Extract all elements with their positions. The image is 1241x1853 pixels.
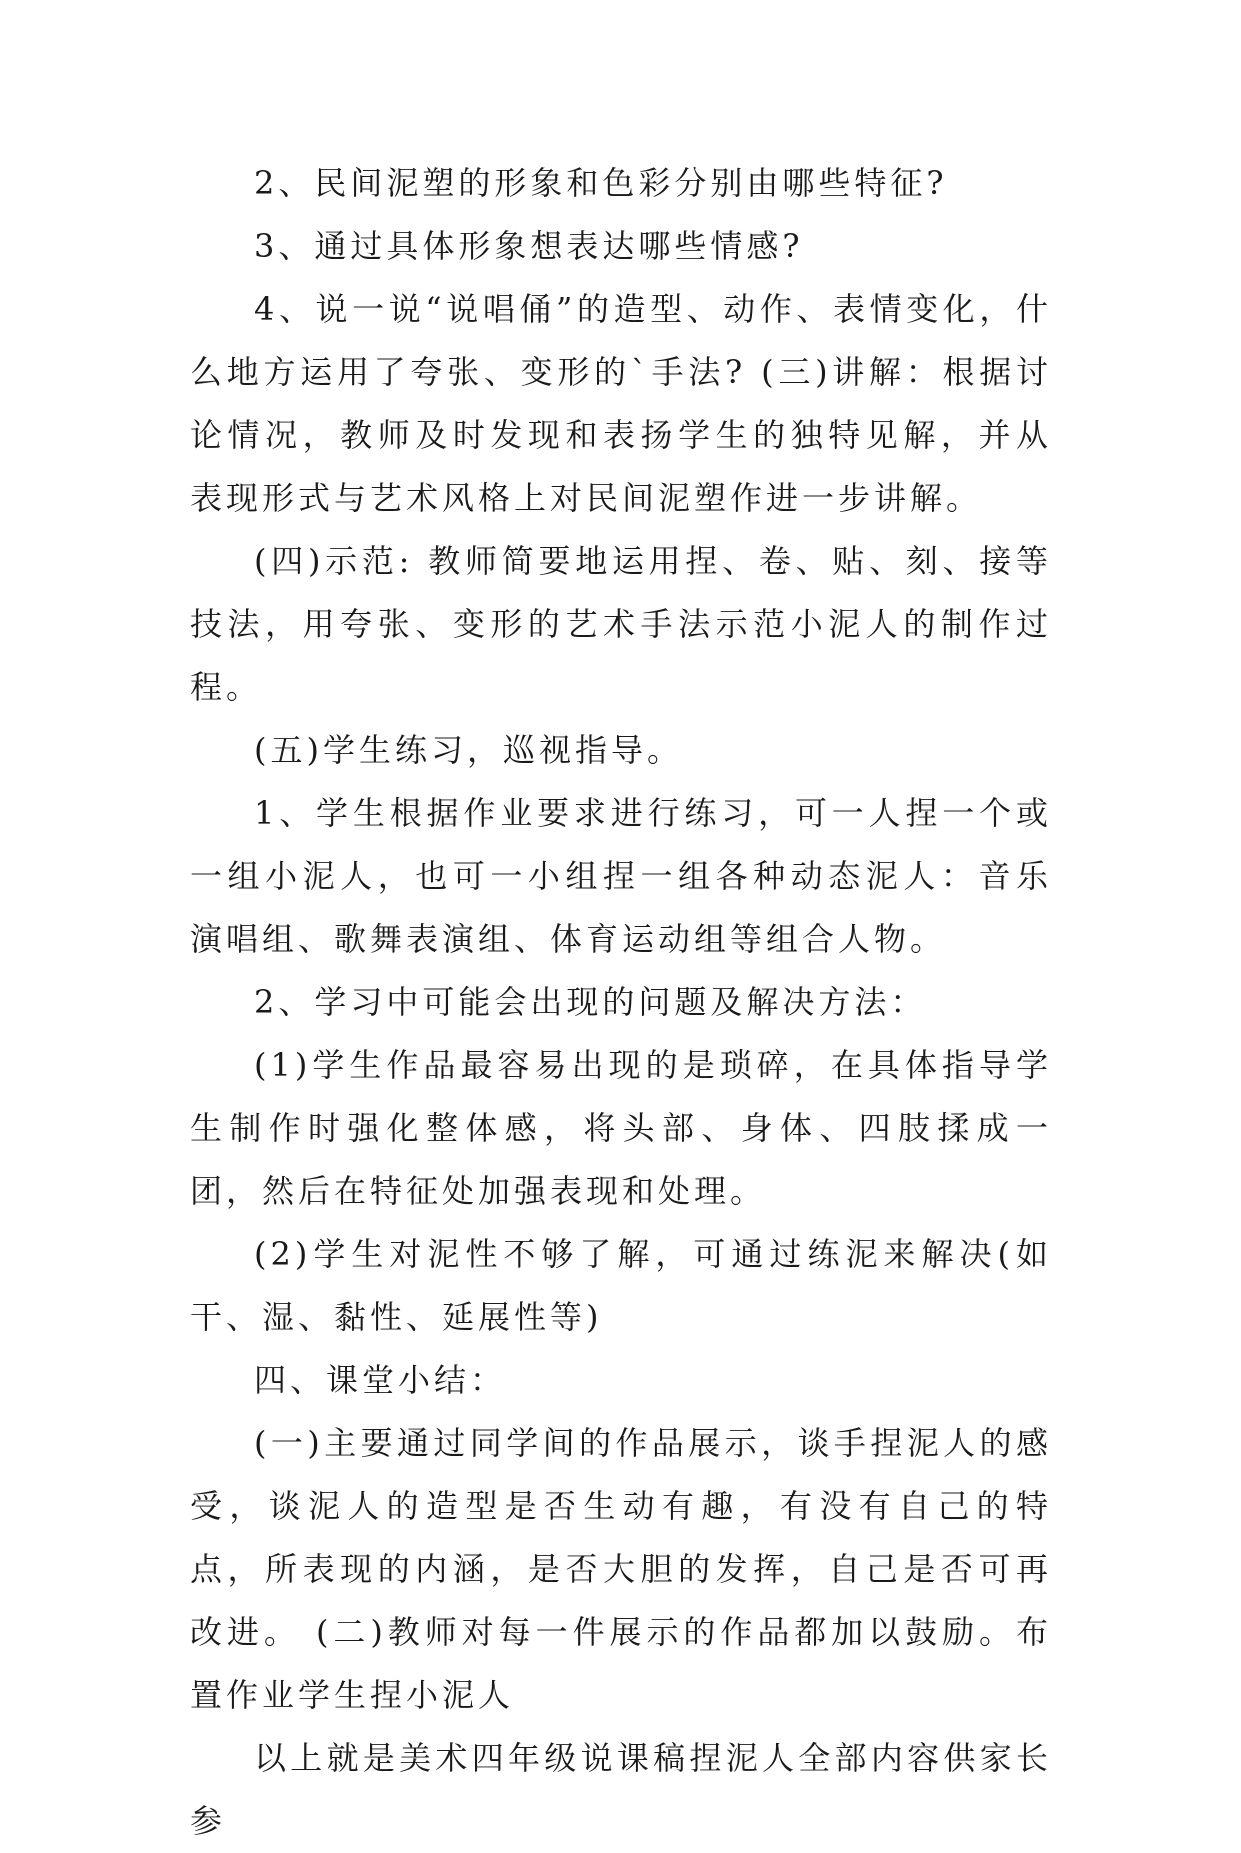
paragraph-question-3: 3、通过具体形象想表达哪些情感? — [254, 227, 804, 265]
paragraph-closing: 以上就是美术四年级说课稿捏泥人全部内容供家长参 — [190, 1739, 1052, 1840]
paragraph-practice-1: 1、学生根据作业要求进行练习，可一人捏一个或一组小泥人，也可一小组捏一组各种动态泥人：音乐演唱组、歌舞表演组、体育运动组等组合人物。 — [190, 794, 1052, 958]
paragraph-practice-2: 2、学习中可能会出现的问题及解决方法： — [254, 983, 927, 1021]
document-body — [190, 152, 1052, 1853]
section-heading-summary: 四、课堂小结： — [254, 1361, 507, 1399]
paragraph-demonstration: (四)示范: 教师简要地运用捏、卷、贴、刻、接等技法，用夸张、变形的艺术手法示范小泥人的制作过程。 — [190, 542, 1052, 706]
paragraph-issue-1: (1)学生作品最容易出现的是琐碎，在具体指导学生制作时强化整体感，将头部、身体、四肢揉成一团，然后在特征处加强表现和处理。 — [190, 1046, 1052, 1210]
paragraph-summary: (一)主要通过同学间的作品展示，谈手捏泥人的感受，谈泥人的造型是否生动有趣，有没有自己的特点，所表现的内涵，是否大胆的发挥，自己是否可再改进。 (二)教师对每一件展示的作品都加以鼓励。布置作业学生捏小泥人 — [190, 1424, 1052, 1714]
paragraph-issue-2: (2)学生对泥性不够了解，可通过练泥来解决(如干、湿、黏性、延展性等) — [190, 1235, 1052, 1336]
paragraph-question-4: 4、说一说“说唱俑”的造型、动作、表情变化，什么地方运用了夸张、变形的`手法? (三)讲解：根据讨论情况，教师及时发现和表扬学生的独特见解，并从表现形式与艺术风格上对民间泥塑作进一步讲解。 — [190, 290, 1052, 517]
paragraph-practice: (五)学生练习，巡视指导。 — [254, 731, 683, 769]
paragraph-question-2: 2、民间泥塑的形象和色彩分别由哪些特征? — [254, 164, 948, 202]
